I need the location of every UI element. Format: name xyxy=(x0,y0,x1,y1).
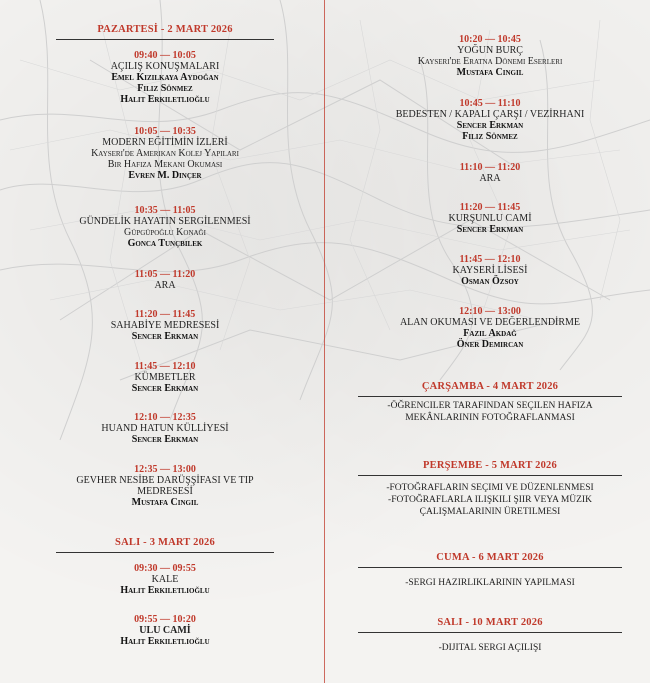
activity-line: -FOTOĞRAFLARIN SEÇIMI VE DÜZENLENMESI xyxy=(386,483,594,493)
session-kayseri-lisesi xyxy=(350,254,630,287)
session-time: 12:10 — 12:35 xyxy=(134,412,196,423)
day-heading-thursday: PERŞEMBE - 5 MART 2026 xyxy=(358,460,622,476)
session-title: SAHABİYE MEDRESESİ xyxy=(110,320,220,331)
session-kursunlu-cami xyxy=(350,202,630,235)
session-speaker: Halit Erkiletlioğlu xyxy=(120,585,210,596)
session-time: 09:55 — 10:20 xyxy=(134,614,196,625)
day-heading-tuesday-10: SALI - 10 MART 2026 xyxy=(358,617,622,633)
session-speaker: Halit Erkiletlioğlu xyxy=(120,636,210,647)
activity-line: -ÖĞRENCILER TARAFINDAN SEÇILEN HAFIZA xyxy=(387,401,593,411)
session-speaker: Sencer Erkman xyxy=(456,224,524,235)
tuesday-10-activities xyxy=(350,642,630,654)
session-title: ARA xyxy=(479,173,501,184)
session-gevher-nesibe xyxy=(50,464,280,508)
session-time: 10:20 — 10:45 xyxy=(459,34,521,45)
session-time: 10:05 — 10:35 xyxy=(134,126,196,137)
day-heading-monday: PAZARTESİ - 2 MART 2026 xyxy=(56,24,274,40)
session-speaker: Öner Demircan xyxy=(456,339,524,350)
activity-line: MEKÂNLARININ FOTOĞRAFLANMASI xyxy=(405,413,575,423)
session-speaker: Sencer Erkman xyxy=(456,120,524,131)
session-speaker: Sencer Erkman xyxy=(131,331,199,342)
session-title: AÇILIŞ KONUŞMALARI xyxy=(110,61,220,72)
day-heading-friday: CUMA - 6 MART 2026 xyxy=(358,552,622,568)
session-time: 09:30 — 09:55 xyxy=(134,563,196,574)
session-title: KALE xyxy=(151,574,179,585)
session-title: HUAND HATUN KÜLLİYESİ xyxy=(101,423,229,434)
session-speaker: Filiz Sönmez xyxy=(462,131,518,142)
session-time: 11:20 — 11:45 xyxy=(459,202,521,213)
session-yogun-burc xyxy=(350,34,630,78)
session-title: KAYSERİ LİSESİ xyxy=(452,265,528,276)
session-title: KURŞUNLU CAMİ xyxy=(448,213,532,224)
session-speaker: Halit Erkiletlioğlu xyxy=(120,94,210,105)
session-break xyxy=(50,269,280,291)
session-title: KÜMBETLER xyxy=(134,372,196,383)
center-divider xyxy=(324,0,325,683)
session-speaker: Emel Kızılkaya Aydoğan xyxy=(111,72,219,83)
session-subtitle: Bir Hafıza Mekanı Okuması xyxy=(107,159,223,170)
session-bedesten xyxy=(350,98,630,142)
session-time: 10:35 — 11:05 xyxy=(134,205,196,216)
session-subtitle: Kayseri'de Amerikan Kolej Yapıları xyxy=(91,148,239,159)
session-subtitle: Kayseri'de Eratna Dönemi Eserleri xyxy=(417,56,563,67)
activity-line: -DIJITAL SERGI AÇILIŞI xyxy=(438,643,542,653)
session-speaker: Mustafa Cingil xyxy=(456,67,524,78)
day-heading-wednesday: ÇARŞAMBA - 4 MART 2026 xyxy=(358,381,622,397)
session-title: ULU CAMİ xyxy=(139,625,191,636)
session-speaker: Filiz Sönmez xyxy=(137,83,193,94)
session-sahabiye xyxy=(50,309,280,342)
session-time: 11:45 — 12:10 xyxy=(134,361,196,372)
session-time: 12:35 — 13:00 xyxy=(134,464,196,475)
session-speaker: Gonca Tunçbilek xyxy=(127,238,203,249)
session-title: MODERN EĞİTİMİN İZLERİ xyxy=(102,137,228,148)
wednesday-activities xyxy=(350,400,630,424)
session-speaker: Sencer Erkman xyxy=(131,383,199,394)
session-title: ALAN OKUMASI VE DEĞERLENDİRME xyxy=(399,317,581,328)
session-kale xyxy=(50,563,280,596)
session-title: ARA xyxy=(154,280,176,291)
session-speaker: Sencer Erkman xyxy=(131,434,199,445)
session-kumbetler xyxy=(50,361,280,394)
session-time: 10:45 — 11:10 xyxy=(459,98,521,109)
day-heading-tuesday: SALI - 3 MART 2026 xyxy=(56,537,274,553)
session-field-reading xyxy=(350,306,630,350)
activity-line: -FOTOĞRAFLARLA ILIŞKILI ŞIIR VEYA MÜZIK xyxy=(388,495,592,505)
session-huand-hatun xyxy=(50,412,280,445)
session-time: 09:40 — 10:05 xyxy=(134,50,196,61)
session-opening xyxy=(50,50,280,105)
session-speaker: Evren M. Dinçer xyxy=(128,170,202,181)
session-time: 11:05 — 11:20 xyxy=(134,269,196,280)
session-title-line2: MEDRESESİ xyxy=(137,486,193,497)
session-title: BEDESTEN / KAPALI ÇARŞI / VEZİRHANI xyxy=(395,109,585,120)
session-speaker: Fazıl Akdağ xyxy=(463,328,517,339)
session-title: GÜNDELİK HAYATIN SERGİLENMESİ xyxy=(79,216,251,227)
session-speaker: Mustafa Cingil xyxy=(131,497,199,508)
session-modern-education xyxy=(50,126,280,181)
session-title: GEVHER NESİBE DARÜŞŞİFASI VE TIP xyxy=(76,475,254,486)
session-time: 11:10 — 11:20 xyxy=(459,162,521,173)
session-subtitle: Güpgüpoğlu Konağı xyxy=(124,227,206,238)
session-time: 12:10 — 13:00 xyxy=(459,306,521,317)
friday-activities xyxy=(350,577,630,589)
session-title: YOĞUN BURÇ xyxy=(457,45,523,56)
session-time: 11:45 — 12:10 xyxy=(459,254,521,265)
activity-line: -SERGI HAZIRLIKLARININ YAPILMASI xyxy=(405,578,575,588)
session-time: 11:20 — 11:45 xyxy=(134,309,196,320)
thursday-activities xyxy=(350,482,630,518)
activity-line: ÇALIŞMALARININ ÜRETILMESI xyxy=(419,507,561,517)
session-daily-life xyxy=(50,205,280,249)
session-ulu-cami xyxy=(50,614,280,647)
session-speaker: Osman Özsoy xyxy=(461,276,519,287)
session-break xyxy=(350,162,630,184)
